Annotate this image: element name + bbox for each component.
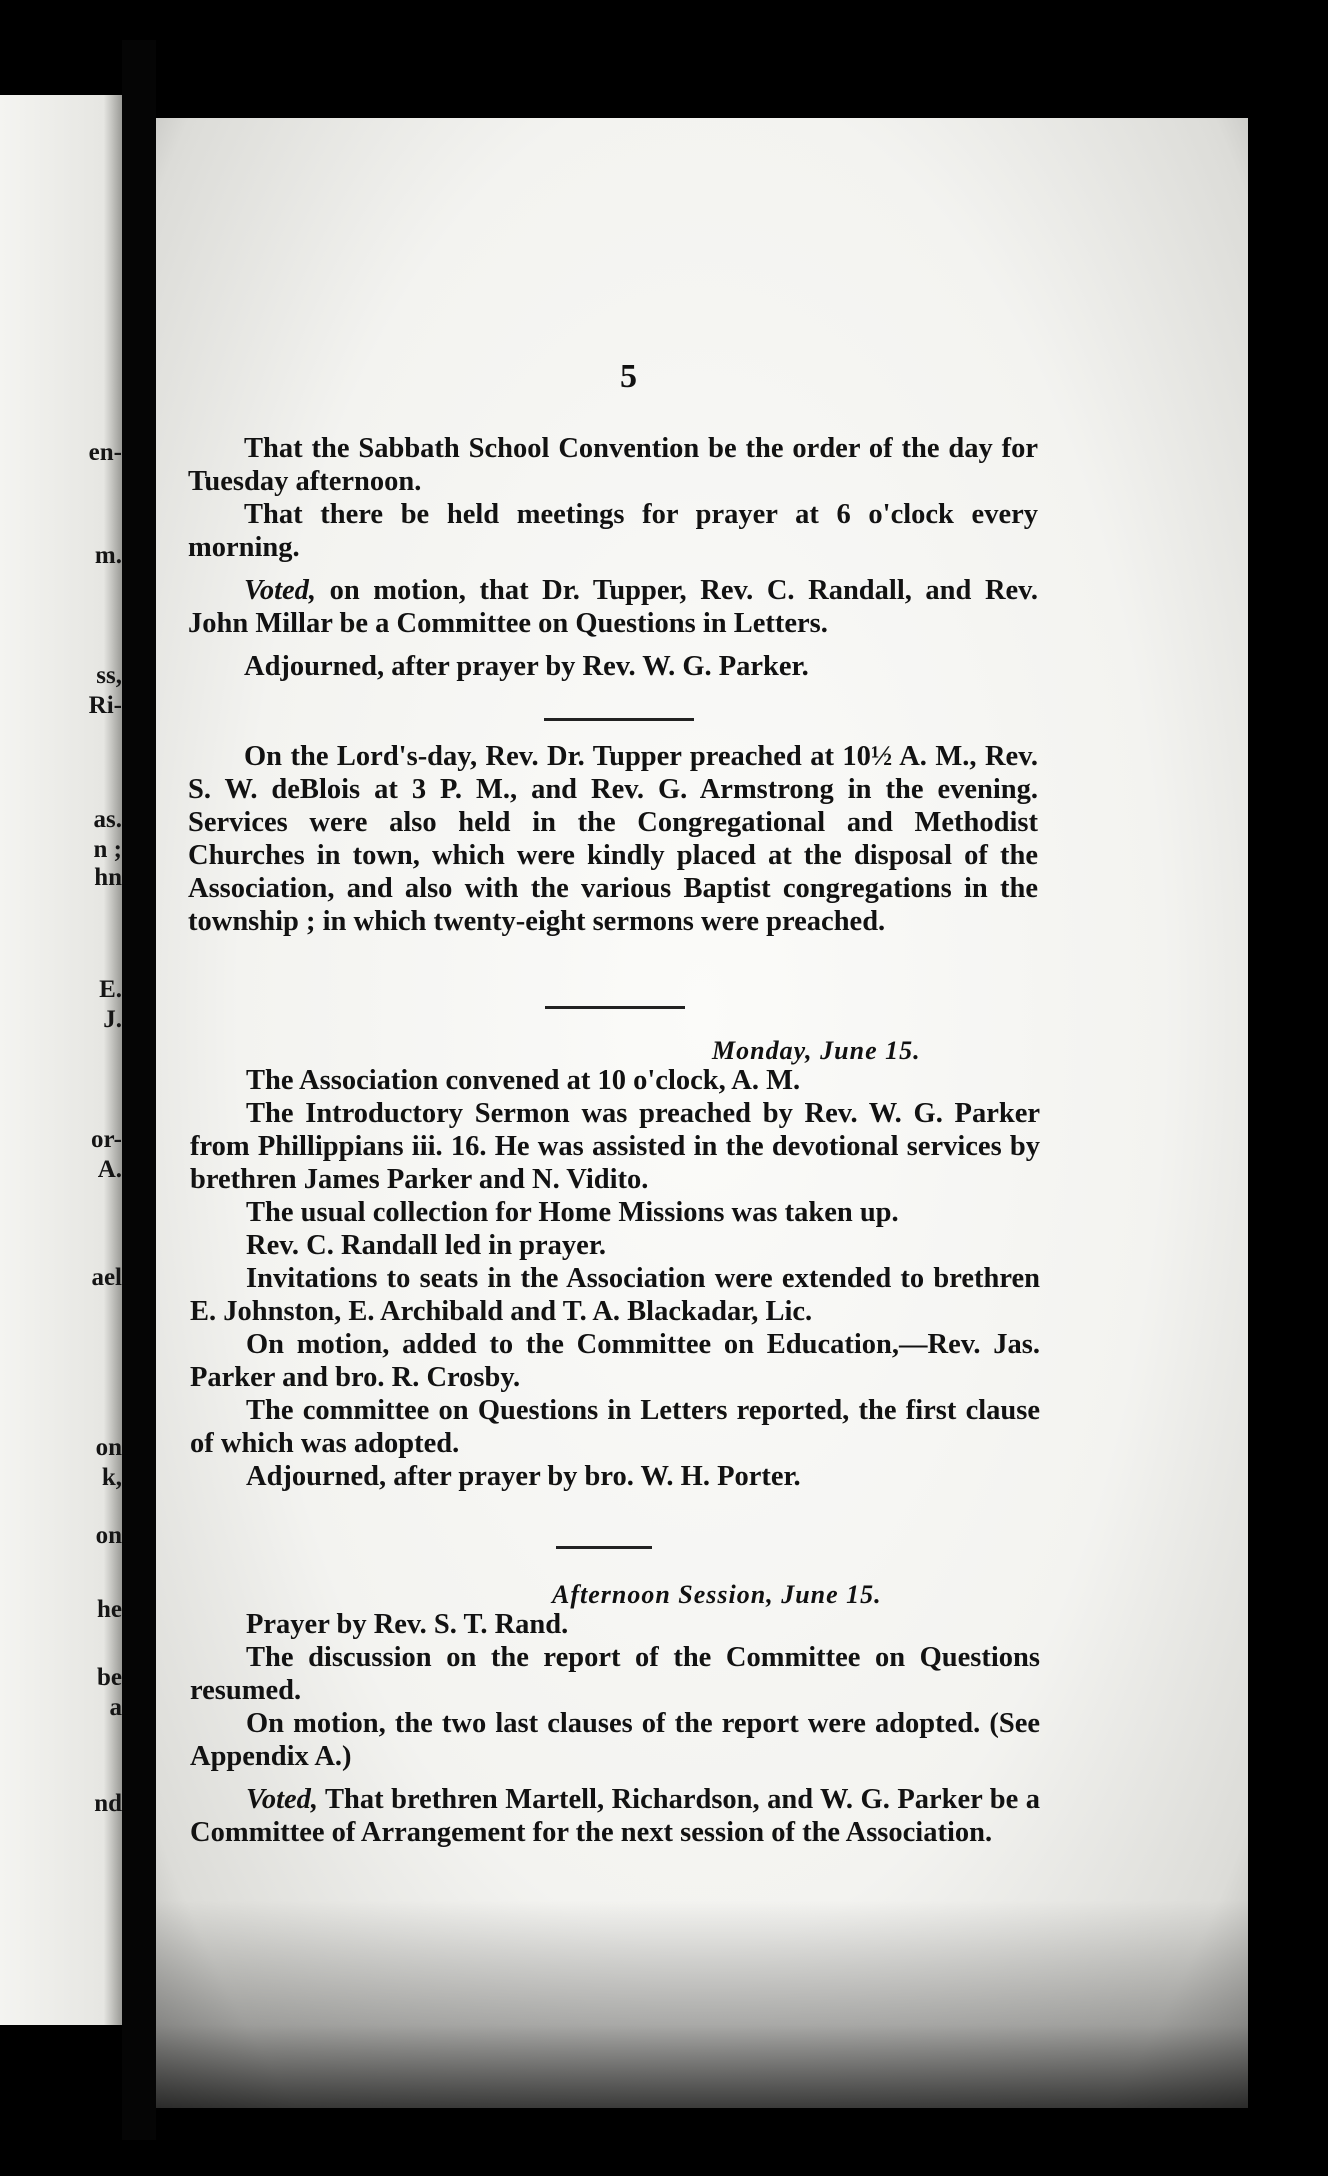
margin-fragment: be bbox=[97, 1664, 122, 1691]
paragraph: That there be held meetings for prayer at 6 o'clock every morning. bbox=[188, 499, 1038, 563]
dateline-afternoon-session: Afternoon Session, June 15. bbox=[552, 1580, 882, 1609]
margin-fragment: nd bbox=[94, 1790, 122, 1817]
left-facing-page bbox=[0, 95, 122, 2025]
margin-fragment: J. bbox=[103, 1006, 122, 1033]
page-number: 5 bbox=[620, 358, 637, 395]
paragraph: Invitations to seats in the Association were extended to brethren E. Johnston, E. Archibald and T. A. Blackadar, Lic. bbox=[190, 1263, 1040, 1327]
margin-fragment: Ri- bbox=[88, 692, 122, 719]
margin-fragment: he bbox=[97, 1596, 122, 1623]
paragraph-text: That brethren Martell, Richardson, and W. G. Parker be a Committee of Arrangement for the next session of the Association. bbox=[190, 1784, 1040, 1848]
section-lords-day bbox=[188, 740, 1038, 938]
paragraph: Prayer by Rev. S. T. Rand. bbox=[246, 1609, 569, 1640]
margin-fragment: on bbox=[95, 1434, 122, 1461]
margin-fragment: hn bbox=[94, 864, 122, 891]
paragraph bbox=[190, 1783, 1040, 1849]
margin-fragment: k, bbox=[101, 1464, 122, 1491]
page-bottom-shadow bbox=[156, 1900, 1248, 2108]
margin-fragment: a bbox=[109, 1694, 122, 1721]
margin-fragment: ss, bbox=[96, 662, 122, 689]
voted-label: Voted, bbox=[244, 575, 317, 606]
paragraph: On motion, the two last clauses of the report were adopted. (See Appendix A.) bbox=[190, 1708, 1040, 1772]
paragraph: The Association convened at 10 o'clock, A. M. bbox=[246, 1065, 801, 1096]
section-monday bbox=[190, 1064, 1040, 1493]
paragraph: Adjourned, after prayer by bro. W. H. Porter. bbox=[246, 1461, 801, 1492]
margin-fragment: on bbox=[95, 1522, 122, 1549]
paragraph: The committee on Questions in Letters reported, the first clause of which was adopted. bbox=[190, 1395, 1040, 1459]
paragraph: On motion, added to the Committee on Education,—Rev. Jas. Parker and bro. R. Crosby. bbox=[190, 1329, 1040, 1393]
paragraph: The discussion on the report of the Committee on Questions resumed. bbox=[190, 1642, 1040, 1706]
margin-fragment: en- bbox=[88, 439, 122, 466]
paragraph: Adjourned, after prayer by Rev. W. G. Parker. bbox=[244, 651, 809, 682]
margin-fragment: ael bbox=[91, 1264, 122, 1291]
section-divider bbox=[556, 1546, 652, 1549]
book-gutter bbox=[122, 40, 156, 2140]
section-opening-resolutions bbox=[188, 432, 1038, 683]
paragraph: The Introductory Sermon was preached by Rev. W. G. Parker from Phillippians iii. 16. He was assisted in the devotional services by brethren James Parker and N. Vidito. bbox=[190, 1098, 1040, 1195]
margin-fragment: n ; bbox=[93, 836, 122, 863]
paragraph bbox=[188, 574, 1038, 640]
section-divider bbox=[544, 718, 694, 721]
margin-fragment: A. bbox=[97, 1156, 122, 1183]
paragraph: The usual collection for Home Missions was taken up. bbox=[246, 1197, 899, 1228]
section-afternoon bbox=[190, 1608, 1040, 1849]
margin-fragment: E. bbox=[99, 976, 122, 1003]
voted-label: Voted, bbox=[246, 1784, 319, 1815]
paragraph: Rev. C. Randall led in prayer. bbox=[246, 1230, 606, 1261]
margin-fragment: as. bbox=[93, 806, 122, 833]
paragraph-text: on motion, that Dr. Tupper, Rev. C. Randall, and Rev. John Millar be a Committee on Questions in Letters. bbox=[188, 575, 1038, 639]
margin-fragment: m. bbox=[94, 542, 122, 569]
margin-fragment: or- bbox=[91, 1126, 122, 1153]
paragraph: That the Sabbath School Convention be the order of the day for Tuesday afternoon. bbox=[188, 433, 1038, 497]
section-divider bbox=[545, 1006, 685, 1009]
dateline-monday: Monday, June 15. bbox=[712, 1036, 921, 1065]
paragraph: On the Lord's-day, Rev. Dr. Tupper preached at 10½ A. M., Rev. S. W. deBlois at 3 P. M., and Rev. G. Armstrong in the evening. Services were also held in the Congregational and Methodist Churches in town, which were kindly placed at the disposal of the Association, and also with the various Baptist congregations in the township ; in which twenty-eight sermons were preached. bbox=[188, 741, 1038, 937]
